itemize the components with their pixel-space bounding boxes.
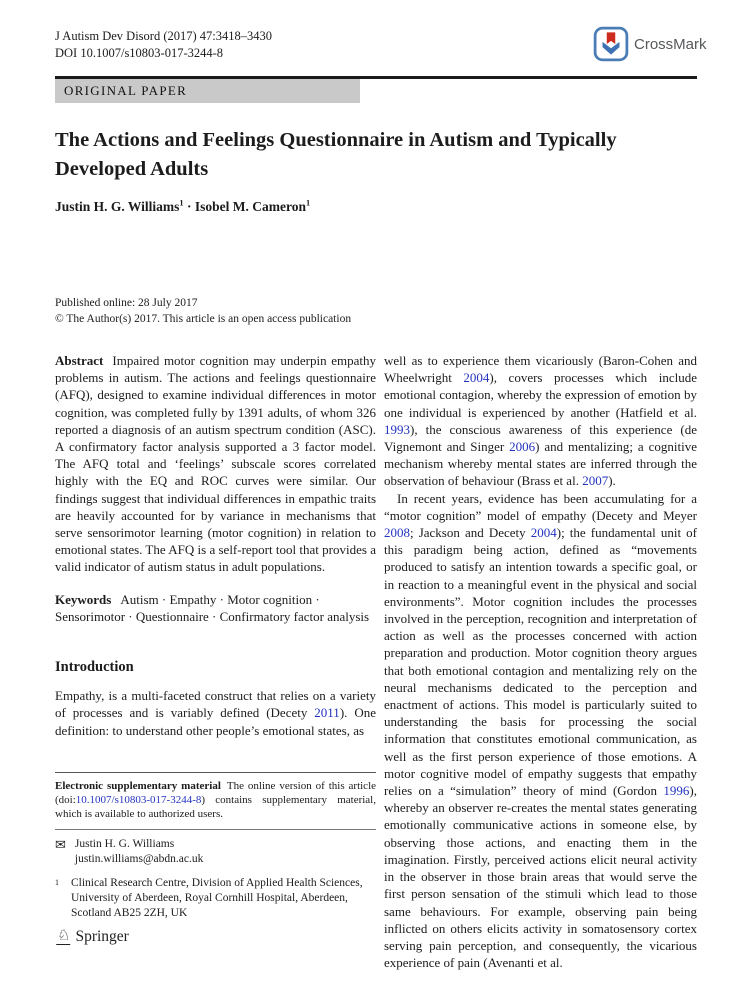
text-segment: Keywords xyxy=(55,591,112,607)
inline-link[interactable]: 2007 xyxy=(582,473,609,489)
footnote-rule-top xyxy=(55,772,376,773)
footnote-block xyxy=(55,772,376,921)
abstract-paragraph xyxy=(55,352,376,576)
text-segment: ). xyxy=(608,473,616,489)
envelope-icon: ✉ xyxy=(55,836,66,852)
text-segment: Electronic supplementary material xyxy=(55,780,221,792)
correspondence-block xyxy=(55,837,376,867)
crossmark-badge[interactable] xyxy=(593,26,707,62)
crossmark-icon xyxy=(593,26,629,62)
text-segment: 1 xyxy=(305,198,311,208)
text-segment: ), covers processes which include emotional contagion, whereby the expression of emotion by one individual is experienced by another (Hatfield et al. xyxy=(384,370,697,420)
publication-info xyxy=(55,296,351,327)
publisher-logo xyxy=(57,928,129,946)
article-type-banner: ORIGINAL PAPER xyxy=(55,79,360,103)
crossmark-label: CrossMark xyxy=(634,35,707,53)
doi-line: DOI 10.1007/s10803-017-3244-8 xyxy=(55,45,224,60)
correspondence-email[interactable]: justin.williams@abdn.ac.uk xyxy=(74,852,204,865)
inline-link[interactable]: 1996 xyxy=(663,783,690,799)
text-segment: ), whereby an observer re-creates the mental states generating emotionally communicative actions in someone else, by observing those actions, and enacting them in the imagination. Firstly, perceived actions elicit neural activity in the observer in those brain areas that would serve the first person sensation of the stimuli which lead to those same behaviours. For example, observing pain being inflicted on others elicits activity in somatosensory cortex serving pain perception, and consequently, the vicarious experience of pain (Avenanti et al. xyxy=(384,783,697,971)
affiliation-number: 1 xyxy=(55,877,59,887)
left-column xyxy=(55,352,376,739)
text-segment: Abstract xyxy=(55,353,104,368)
supplementary-material-note xyxy=(55,779,376,822)
body-paragraph-2 xyxy=(384,490,697,972)
text-segment: Justin H. G. Williams xyxy=(55,199,180,214)
text-segment: · Isobel M. Cameron xyxy=(183,199,306,214)
author-names xyxy=(55,199,310,215)
text-segment: ). One definition: to understand other people’s emotional states, as xyxy=(55,705,376,738)
text-segment: ) and mentalizing; a cognitive mechanism whereby mental states are inferred through the observation of behaviour (Brass et al. xyxy=(384,439,697,489)
section-heading-introduction: Introduction xyxy=(55,659,134,676)
article-title: The Actions and Feelings Questionnaire in Autism and Typically Developed Adults xyxy=(55,129,617,180)
text-segment: ); the fundamental unit of this paradigm being action, defined as “movements produced to satisfy an intention towards a specific goal, or in reaction to a meaningful event in the physical and social environments”. Motor cognition includes the processes involved in the perception, recognition and interpretation of action as well as the processes concerned with action preparation and production. Motor cognition theory argues that both emotional contagion and mentalizing rely on the neural mechanisms dedicated to the perception and enactment of actions. This model is particularly suited to understanding the basis for processing the social information that constitutes emotional communication, as well as the first person experience of those emotions. A motor cognitive model of empathy suggests that empathy relies on a “simulation” theory of mind (Gordon xyxy=(384,525,697,799)
text-segment: Empathy, is a multi-faceted construct that relies on a variety of processes and is variably defined (Decety xyxy=(55,688,376,721)
text-segment: Autism · Empathy · Motor cognition · Sensorimotor · Questionnaire · Confirmatory factor analysis xyxy=(55,591,370,624)
springer-horse-icon: ♘ xyxy=(56,928,72,944)
copyright-line: © The Author(s) 2017. This article is an open access publication xyxy=(55,312,352,325)
inline-link[interactable]: 2004 xyxy=(463,370,490,386)
inline-link[interactable]: 2004 xyxy=(530,525,557,541)
journal-citation: J Autism Dev Disord (2017) 47:3418–3430 xyxy=(55,29,273,43)
header-rule xyxy=(55,76,697,103)
keywords-paragraph xyxy=(55,591,376,625)
body-paragraph-1 xyxy=(384,352,697,490)
text-segment: 1 xyxy=(179,198,184,208)
introduction-paragraph xyxy=(55,687,376,739)
text-segment: well as to experience them vicariously (Baron-Cohen and Wheelwright xyxy=(384,353,697,386)
text-segment: The online version of this article (doi: xyxy=(55,780,377,807)
text-segment: Impaired motor cognition may underpin empathy problems in autism. The actions and feelings questionnaire (AFQ), designed to examine individual differences in motor cognition, was completed fully by 1391 adults, of whom 326 reported a diagnosis of an autism spectrum condition (ASC). A confirmatory factor analysis supported a 3 factor model. The AFQ total and ‘feelings’ subscale scores correlated highly with the EQ and ROC curves were similar. Our findings suggest that individual differences in empathic traits are heavily accounted for by variance in mechanisms that serve sensorimotor learning (motor cognition) in relation to emotional states. The AFQ is a self-report tool that provides a valid indicator of autism status in adult populations. xyxy=(55,353,376,575)
affiliation-block xyxy=(55,876,376,921)
published-online: Published online: 28 July 2017 xyxy=(55,297,198,309)
correspondence-name: Justin H. G. Williams xyxy=(74,837,175,850)
affiliation-text: Clinical Research Centre, Division of Applied Health Sciences, University of Aberdeen, Royal Cornhill Hospital, Aberdeen, Scotland AB25 2ZH, UK xyxy=(71,876,363,919)
publisher-label: Springer xyxy=(75,928,129,945)
right-column xyxy=(384,352,697,971)
inline-link[interactable]: 2008 xyxy=(384,525,410,541)
footnote-rule-mid xyxy=(55,829,376,830)
journal-header xyxy=(55,28,272,61)
text-segment: In recent years, evidence has been accumulating for a “motor cognition” model of empathy (Decety and Meyer xyxy=(384,490,697,523)
text-segment: ), the conscious awareness of this experience (de Vignemont and Singer xyxy=(384,421,697,455)
inline-link[interactable]: 2011 xyxy=(314,705,340,721)
text-segment: ; Jackson and Decety xyxy=(410,525,531,541)
inline-link[interactable]: 2006 xyxy=(509,439,536,455)
text-segment: ) contains supplementary material, which is available to authorized users. xyxy=(55,794,376,821)
inline-link[interactable]: 10.1007/s10803-017-3244-8 xyxy=(75,794,202,807)
inline-link[interactable]: 1993 xyxy=(384,421,410,437)
